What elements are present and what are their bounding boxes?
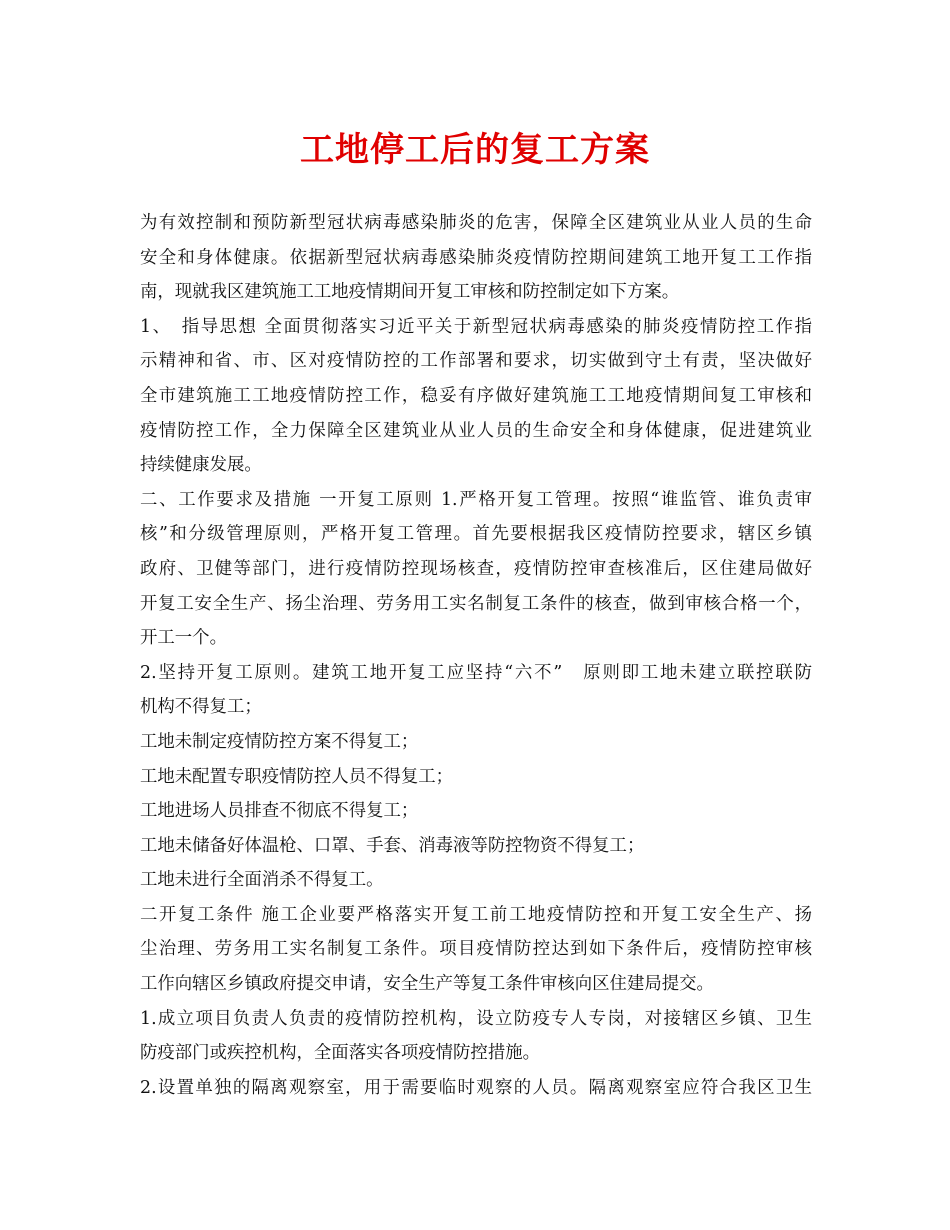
paragraph-line: 南，现就我区建筑施工工地疫情期间开复工审核和防控制定如下方案。 <box>140 282 680 303</box>
paragraph-line: 2.坚持开复工原则。建筑工地开复工应坚持“六不” 原则即工地未建立联控联防 <box>140 662 812 683</box>
paragraph-line: 为有效控制和预防新型冠状病毒感染肺炎的危害，保障全区建筑业从业人员的生命 <box>140 213 812 233</box>
paragraph-line: 工作向辖区乡镇政府提交申请，安全生产等复工条件审核向区住建局提交。 <box>140 974 714 995</box>
paragraph-line: 全市建筑施工工地疫情防控工作，稳妥有序做好建筑施工工地疫情期间复工审核和 <box>140 385 812 406</box>
paragraph-line: 开复工安全生产、扬尘治理、劳务用工实名制复工条件的核查，做到审核合格一个， <box>140 593 812 614</box>
paragraph-line: 工地进场人员排查不彻底不得复工； <box>140 801 419 822</box>
paragraph-line: 二开复工条件 施工企业要严格落实开复工前工地疫情防控和开复工安全生产、扬 <box>140 904 812 925</box>
document-title: 工地停工后的复工方案 <box>300 130 650 170</box>
paragraph-line: 防疫部门或疾控机构，全面落实各项疫情防控措施。 <box>140 1043 540 1064</box>
paragraph-line: 工地未制定疫情防控方案不得复工； <box>140 731 419 752</box>
paragraph-line: 尘治理、劳务用工实名制复工条件。项目疫情防控达到如下条件后，疫情防控审核 <box>140 939 812 960</box>
paragraph-line: 二、工作要求及措施 一开复工原则 1.严格开复工管理。按照“谁监管、谁负责审 <box>140 489 812 510</box>
paragraph-line: 开工一个。 <box>140 628 227 649</box>
paragraph-line: 工地未进行全面消杀不得复工。 <box>140 870 384 891</box>
paragraph-line: 工地未储备好体温枪、口罩、手套、消毒液等防控物资不得复工； <box>140 835 645 856</box>
paragraph-line: 1.成立项目负责人负责的疫情防控机构，设立防疫专人专岗，对接辖区乡镇、卫生 <box>140 1008 812 1029</box>
paragraph-line: 2.设置单独的隔离观察室，用于需要临时观察的人员。隔离观察室应符合我区卫生 <box>140 1077 812 1098</box>
document-body <box>140 206 812 1105</box>
paragraph-line: 1、 指导思想 全面贯彻落实习近平关于新型冠状病毒感染的肺炎疫情防控工作指 <box>140 316 812 337</box>
paragraph-line: 疫情防控工作，全力保障全区建筑业从业人员的生命安全和身体健康，促进建筑业 <box>140 420 812 441</box>
paragraph-line: 政府、卫健等部门，进行疫情防控现场核查，疫情防控审查核准后，区住建局做好 <box>140 558 812 579</box>
paragraph-line: 核”和分级管理原则，严格开复工管理。首先要根据我区疫情防控要求，辖区乡镇 <box>140 524 812 545</box>
paragraph-line: 机构不得复工； <box>140 697 262 718</box>
paragraph-line: 安全和身体健康。依据新型冠状病毒感染肺炎疫情防控期间建筑工地开复工工作指 <box>140 247 812 268</box>
paragraph-line: 持续健康发展。 <box>140 455 262 476</box>
paragraph-line: 工地未配置专职疫情防控人员不得复工； <box>140 766 454 787</box>
paragraph-line: 示精神和省、市、区对疫情防控的工作部署和要求，切实做到守土有责，坚决做好 <box>140 351 812 372</box>
